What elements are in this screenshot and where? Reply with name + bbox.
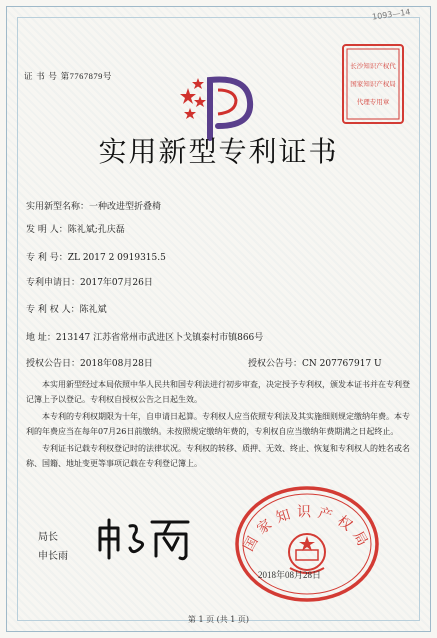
logo-star (180, 88, 196, 104)
director-label: 局长 (38, 532, 58, 543)
agency-seal-line-1: 长沙知识产权代 (350, 62, 396, 70)
seal-date: 2018年08月28日 (258, 570, 322, 580)
field-value: 陈礼斌;孔庆磊 (67, 225, 125, 235)
field-grant-date (26, 356, 153, 369)
agency-seal-stamp (342, 44, 404, 124)
field-value: 陈礼斌 (79, 305, 107, 315)
agency-seal-line-3: 代理专用章 (356, 98, 390, 106)
handwritten-corner-note: 1093—14 (372, 7, 412, 22)
field-label: 专利申请日： (26, 278, 81, 288)
seal-emblem-gate (296, 550, 318, 560)
director-signature (92, 514, 202, 562)
certificate-number-value: 第7767879号 (60, 71, 112, 81)
certificate-body-text (26, 378, 410, 474)
field-value: 2018年08月28日 (80, 359, 153, 369)
field-application-date (26, 275, 153, 288)
logo-star (192, 78, 204, 89)
field-patentee (26, 302, 107, 315)
body-paragraph: 本实用新型经过本局依照中华人民共和国专利法进行初步审查，决定授予专利权，颁发本证书并在专利登记簿上予以登记。专利权自授权公告之日起生效。 (26, 380, 410, 404)
field-label: 实用新型名称： (26, 202, 90, 212)
field-label: 授权公告日： (26, 359, 81, 369)
agency-seal-graphic (344, 46, 402, 122)
field-label: 发 明 人： (26, 225, 68, 235)
field-inventors (26, 222, 125, 235)
field-value: 2017年07月26日 (80, 278, 153, 288)
field-label: 专 利 号： (26, 253, 68, 263)
field-grant-number (248, 356, 382, 369)
director-title-label: 申长雨 (38, 551, 68, 562)
body-paragraph: 本专利的专利权期限为十年，自申请日起算。专利权人应当依照专利法及其实施细则规定缴纳年费。本专利的年费应当在每年07月26日前缴纳。未按照规定缴纳年费的，专利权自应当缴纳年费期满之日起终止。 (26, 412, 410, 436)
field-value: 一种改进型折叠椅 (89, 202, 162, 212)
field-label: 地 址： (26, 333, 56, 343)
certificate-number-label: 证 书 号 (24, 72, 58, 82)
official-red-seal (232, 484, 382, 604)
field-address (26, 330, 263, 343)
field-value: ZL 2017 2 0919315.5 (67, 253, 166, 263)
logo-star (184, 108, 196, 119)
field-label: 专 利 权 人： (26, 305, 80, 315)
field-value: CN 207767917 U (302, 359, 382, 369)
certificate-title: 实用新型专利证书 (98, 135, 339, 168)
field-label: 授权公告号： (248, 359, 303, 369)
certificate-number (24, 70, 112, 82)
field-utility-model-name (26, 199, 161, 212)
seal-emblem-star (299, 536, 315, 551)
agency-seal-line-2: 国家知识产权局 (350, 80, 396, 88)
field-patent-number (26, 250, 166, 263)
body-paragraph: 专利证书记载专利权登记时的法律状况。专利权的转移、质押、无效、终止、恢复和专利权人的姓名或名称、国籍、地址变更等事项记载在专利登记簿上。 (26, 444, 410, 468)
page-footer: 第 1 页 (共 1 页) (187, 615, 250, 624)
seal-arc-text: 国家知识产权局 (240, 504, 374, 555)
field-value: 213147 江苏省常州市武进区卜戈镇泰村市镇866号 (55, 333, 264, 343)
logo-star (194, 96, 206, 107)
